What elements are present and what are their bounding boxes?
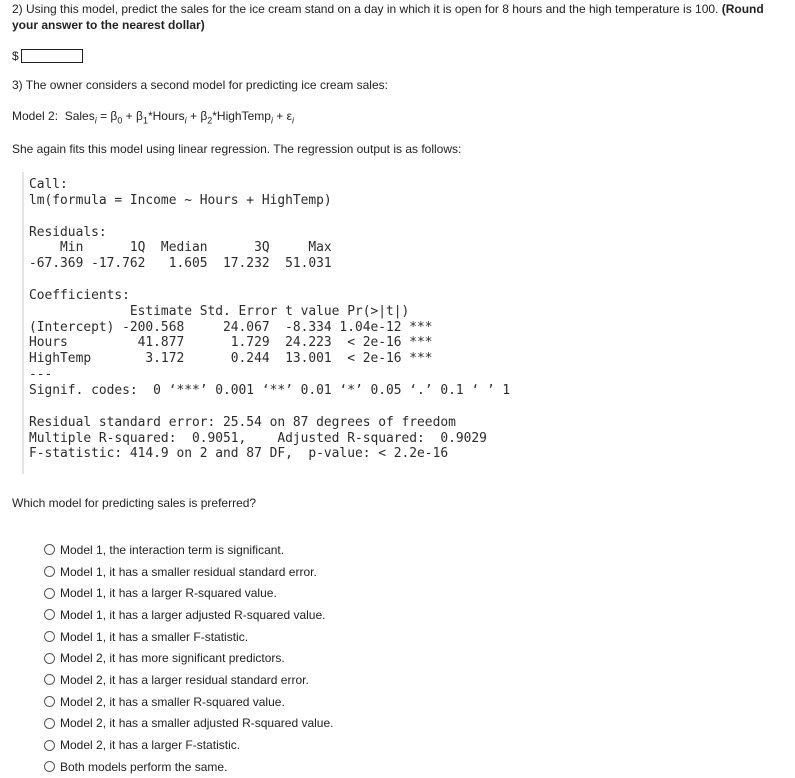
option-model2-smaller-r2[interactable] [44, 691, 333, 713]
option-model1-smaller-rse[interactable] [44, 561, 333, 583]
radio-button[interactable] [44, 631, 55, 642]
radio-button[interactable] [44, 544, 55, 555]
option-label: Model 1, it has a smaller residual standard error. [60, 564, 317, 579]
fit-description: She again fits this model using linear regression. The regression output is as follows: [12, 142, 462, 156]
radio-button[interactable] [44, 740, 55, 751]
regression-output-box [22, 172, 544, 474]
option-model1-larger-adj-r2[interactable] [44, 604, 333, 626]
radio-button[interactable] [44, 566, 55, 577]
model-2-equation: Model 2: Sales$_i$ = $\beta_0$ + $\beta_1*Hours_i$ + $\beta_2*HighTemp_i + \varepsilon_i$ [12, 109, 294, 126]
radio-button[interactable] [44, 696, 55, 707]
which-model-question: Which model for predicting sales is preferred? [12, 496, 257, 510]
option-label: Model 1, it has a larger R-squared value. [60, 586, 277, 601]
question-2-rounding-note: (Round your answer to the nearest dollar) [12, 2, 764, 32]
option-label: Model 2, it has a larger F-statistic. [60, 738, 241, 753]
option-model1-interaction[interactable] [44, 539, 333, 561]
model-2-label: Model 2: [12, 109, 59, 123]
question-3-intro: 3) The owner considers a second model for predicting ice cream sales: [12, 78, 388, 92]
option-label: Model 2, it has a smaller R-squared value. [60, 694, 285, 709]
option-model1-smaller-f[interactable] [44, 626, 333, 648]
radio-button[interactable] [44, 718, 55, 729]
regression-output: Call: lm(formula = Income ~ Hours + HighTemp) Residuals: Min 1Q Median 3Q Max -67.369 -17.762 1.605 17.232 51.031 Coefficients: Estimate Std. Error t value Pr(>|t|) (Intercept) -200.568 24.067 -8.334 1.04e-12 *** Hours 41.877 1.729 24.223 < 2e-16 *** HighTemp 3.172 0.244 13.001 < 2e-16 *** --- Signif. codes: 0 ‘***’ 0.001 ‘**’ 0.01 ‘*’ 0.05 ‘.’ 0.1 ‘ ’ 1 Residual standard error: 25.54 on 87 degrees of freedom Multiple R-squared: 0.9051, Adjusted R-squared: 0.9029 F-statistic: 414.9 on 2 and 87 DF, p-value: < 2.2e-16 [29, 177, 511, 462]
option-label: Model 2, it has more significant predictors. [60, 651, 285, 666]
option-label: Both models perform the same. [60, 759, 228, 774]
option-label: Model 2, it has a larger residual standard error. [60, 672, 309, 687]
radio-button[interactable] [44, 674, 55, 685]
option-model2-larger-f[interactable] [44, 734, 333, 756]
option-both-same[interactable] [44, 756, 333, 778]
option-label: Model 1, it has a smaller F-statistic. [60, 629, 249, 644]
option-model2-larger-rse[interactable] [44, 669, 333, 691]
dollar-sign: $ [12, 49, 19, 63]
option-model2-more-significant[interactable] [44, 647, 333, 669]
option-label: Model 1, the interaction term is significant. [60, 542, 285, 557]
option-model1-larger-r2[interactable] [44, 582, 333, 604]
question-2-text: 2) Using this model, predict the sales for the ice cream stand on a day in which it is open for 8 hours and the high temperature is 100. [12, 2, 719, 16]
radio-button[interactable] [44, 588, 55, 599]
option-label: Model 2, it has a smaller adjusted R-squared value. [60, 716, 334, 731]
option-label: Model 1, it has a larger adjusted R-squared value. [60, 607, 326, 622]
answer-options [44, 539, 333, 778]
question-2-prompt [12, 1, 782, 33]
sales-answer-input[interactable] [21, 49, 83, 63]
radio-button[interactable] [44, 609, 55, 620]
option-model2-smaller-adj-r2[interactable] [44, 713, 333, 735]
radio-button[interactable] [44, 653, 55, 664]
answer-row [12, 47, 83, 65]
